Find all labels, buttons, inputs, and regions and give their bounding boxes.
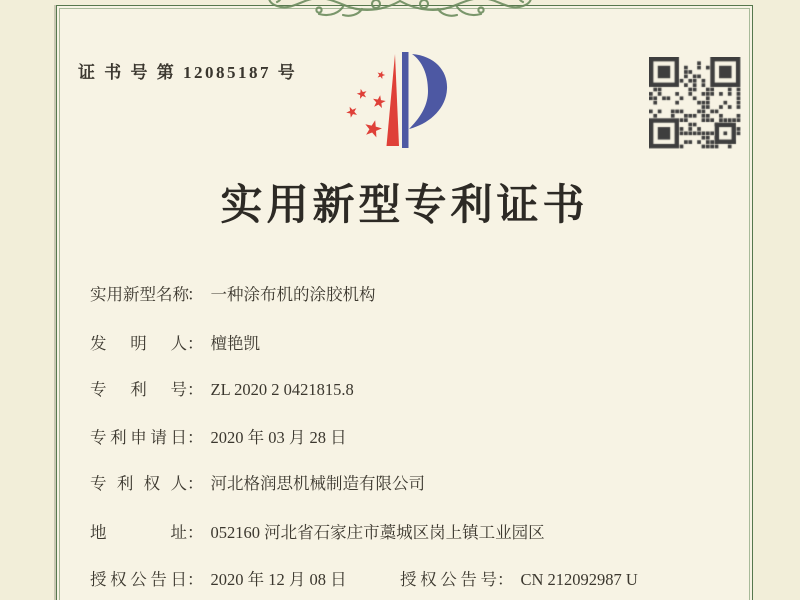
field-label: 专 利 权 人 — [90, 474, 187, 493]
field-label: 实 用 新 型 名 称 — [90, 285, 189, 304]
field-value: 052160 河北省石家庄市藁城区岗上镇工业园区 — [210, 523, 545, 542]
field-row-address — [90, 519, 545, 543]
field-row-patentee — [90, 470, 425, 494]
field-value: CN 212092987 U — [520, 570, 638, 589]
field-label: 授 权 公 告 号 — [400, 570, 497, 589]
field-row-patent-number — [90, 376, 354, 400]
field-value: 河北格润思机械制造有限公司 — [210, 474, 425, 493]
field-value: 2020 年 03 月 28 日 — [210, 428, 347, 447]
field-colon: ： — [187, 380, 204, 399]
field-colon: ： — [187, 523, 204, 542]
field-row-grant-number — [400, 566, 638, 590]
field-label: 发 明 人 — [90, 334, 187, 353]
field-label: 授 权 公 告 日 — [90, 570, 187, 589]
field-row-filing-date — [90, 424, 347, 448]
field-label: 专 利 申 请 日 — [90, 428, 187, 447]
qr-code — [649, 57, 741, 149]
field-colon: ： — [187, 474, 204, 493]
field-value: ZL 2020 2 0421815.8 — [210, 380, 354, 399]
field-label: 专 利 号 — [90, 380, 187, 399]
certificate-title: 实用新型专利证书 — [220, 183, 589, 229]
field-row-inventor — [90, 330, 260, 354]
field-value: 2020 年 12 月 08 日 — [210, 570, 347, 589]
field-colon: ： — [187, 428, 204, 447]
field-colon: ： — [187, 334, 204, 353]
field-colon: ： — [187, 570, 204, 589]
floral-scroll-ornament-icon — [258, 0, 542, 23]
field-value: 一种涂布机的涂胶机构 — [210, 285, 376, 304]
certificate-number: 证 书 号 第 12085187 号 — [78, 63, 298, 82]
cnipa-logo-icon — [342, 47, 460, 153]
field-value: 檀艳凯 — [210, 334, 260, 353]
field-row-utility-model-name — [90, 281, 376, 305]
field-colon: ： — [187, 285, 204, 304]
field-row-grant-date — [90, 566, 347, 590]
field-label: 地 址 — [90, 523, 187, 542]
field-colon: ： — [497, 570, 514, 589]
